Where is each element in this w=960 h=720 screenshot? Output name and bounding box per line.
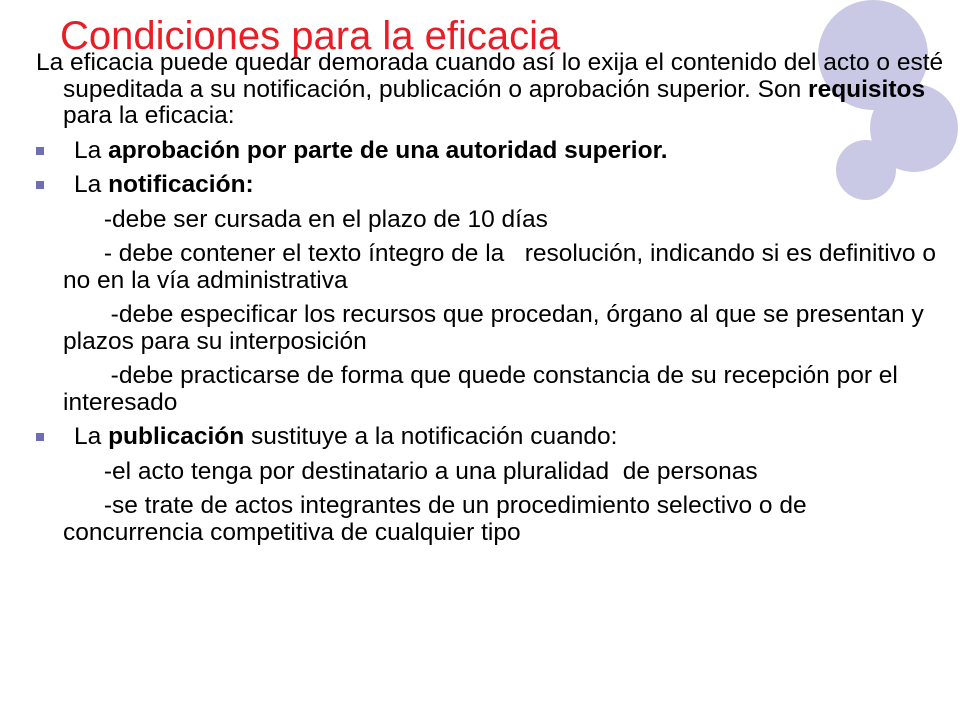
bullet-text: La <box>74 136 109 164</box>
notificacion-item: -debe especificar los recursos que procedan, órgano al que se presentan y plazos para su interposición <box>63 301 931 355</box>
notificacion-item: -debe practicarse de forma que quede constancia de su recepción por el interesado <box>63 362 905 416</box>
bullet-publicacion <box>36 424 948 451</box>
bullet-bold-text: publicación <box>108 423 245 450</box>
square-bullet-icon <box>36 147 44 155</box>
square-bullet-icon <box>36 181 44 189</box>
bullet-bold-text: aprobación por parte de una autoridad superior. <box>108 136 668 164</box>
slide-title: Condiciones para la eficacia <box>60 14 561 58</box>
publicacion-item: -se trate de actos integrantes de un procedimiento selectivo o de concurrencia competitiva de cualquier tipo <box>63 492 814 546</box>
square-bullet-icon <box>36 433 44 441</box>
notificacion-item: - debe contener el texto íntegro de la resolución, indicando si es definitivo o no en la vía administrativa <box>63 240 943 294</box>
notificacion-item: -debe ser cursada en el plazo de 10 días <box>63 205 548 233</box>
bullet-notificacion <box>36 172 948 199</box>
intro-bold-text: requisitos <box>808 75 926 103</box>
bullet-text: La <box>74 171 109 198</box>
bullet-text-end: sustituye a la notificación cuando: <box>244 423 618 450</box>
bullet-text: La <box>74 423 109 450</box>
bullet-bold-text: notificación: <box>108 171 254 198</box>
intro-text: La eficacia puede quedar demorada cuando así lo exija el contenido del acto o esté supeditada a su notificación, publicación o aprobación superior. Son <box>36 49 944 103</box>
slide-body <box>36 50 948 554</box>
bullet-aprobacion <box>36 138 948 165</box>
intro-paragraph <box>36 50 948 130</box>
intro-text-end: para la eficacia: <box>63 102 235 129</box>
publicacion-item: -el acto tenga por destinatario a una pluralidad de personas <box>63 457 758 485</box>
